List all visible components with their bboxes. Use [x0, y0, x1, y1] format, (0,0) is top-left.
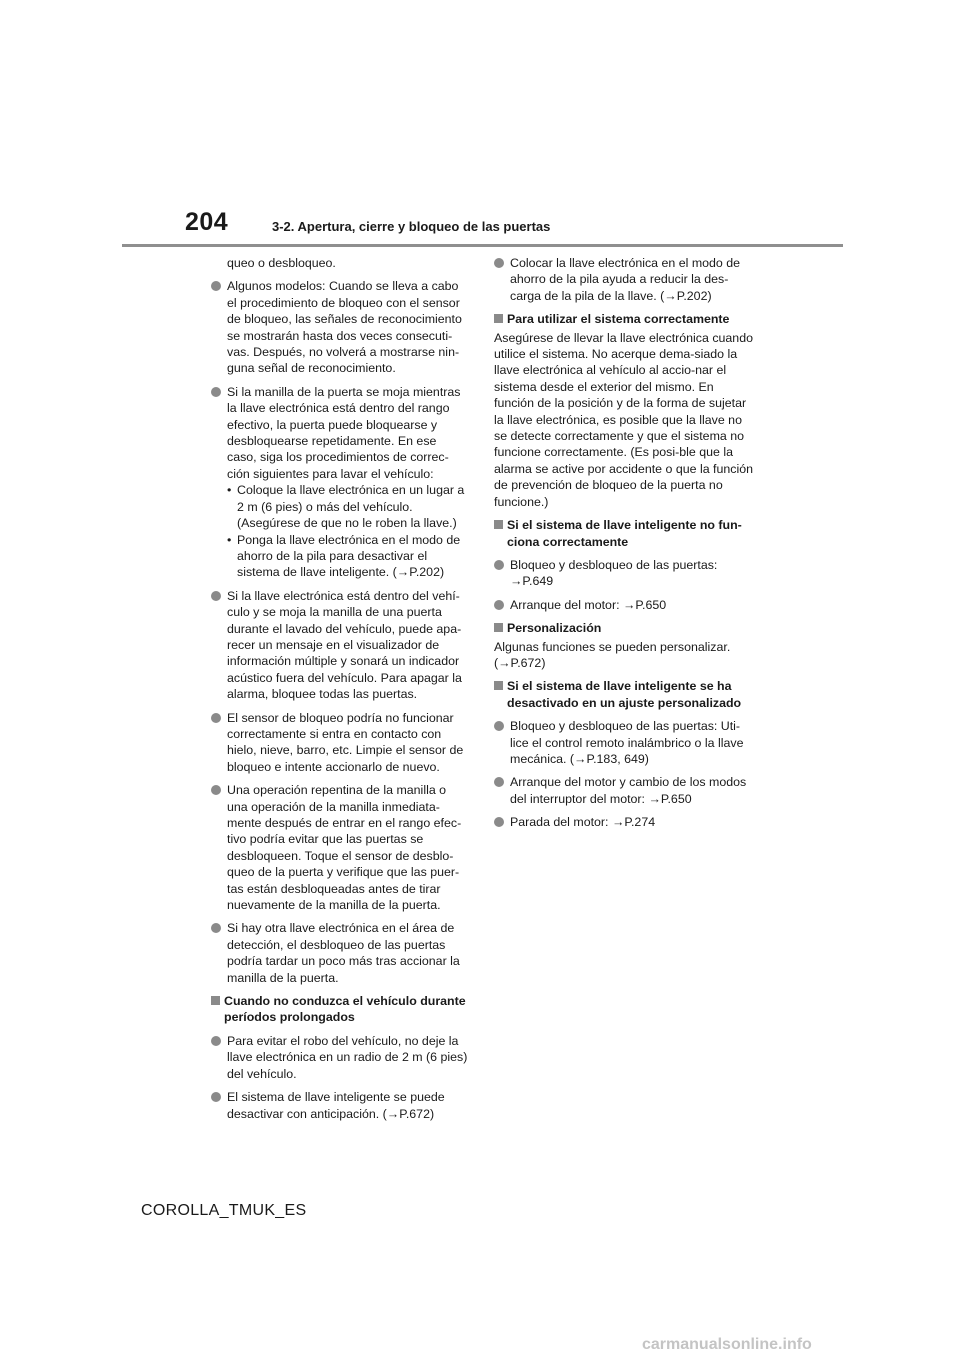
- bullet-text: Bloqueo y desbloqueo de las puertas:: [510, 557, 718, 572]
- paragraph: [494, 639, 754, 672]
- page-reference-link[interactable]: →P.672: [386, 1106, 430, 1121]
- bullet-text: Si la llave electrónica está dentro del vehí-culo y se moja la manilla de una puerta durante el lavado del vehículo, puede apa-recer un mensaje en el visualizador de información múltiple y sonará un indicador acústico fuera del vehículo. Para apagar la alarma, bloquee todas las puertas.: [227, 588, 462, 702]
- bullet-dot-icon: [494, 777, 504, 787]
- page-reference-link[interactable]: →P.202: [396, 565, 440, 580]
- heading-text: Para utilizar el sistema correctamente: [507, 312, 730, 327]
- bullet-text: Si la manilla de la puerta se moja mientras la llave electrónica está dentro del rango efectivo, la puerta puede bloquearse y desbloquearse repetidamente. En ese caso, siga los procedimientos de correc-ción siguientes para lavar el vehículo:: [227, 384, 461, 481]
- bullet-text: Arranque del motor y cambio de los modos del interruptor del motor:: [510, 775, 747, 806]
- section-heading: [494, 678, 754, 711]
- bullet-dot-icon: [211, 785, 221, 795]
- page-reference-link[interactable]: →P.274: [611, 815, 656, 830]
- bullet-dot-icon: [211, 713, 221, 723]
- bullet-dot-icon: [494, 600, 504, 610]
- square-bullet-icon: [494, 314, 503, 323]
- sub-item: [227, 482, 469, 531]
- bullet-item: [211, 920, 469, 986]
- bullet-dot-icon: [211, 387, 221, 397]
- bullet-item: [211, 278, 469, 376]
- page-reference-link[interactable]: →P.650: [648, 791, 692, 806]
- bullet-text: Colocar la llave electrónica en el modo de ahorro de la pila ayuda a reducir la des-carga de la pila de la llave. (: [510, 256, 741, 303]
- bullet-dot-icon: [211, 1036, 221, 1046]
- paragraph: Asegúrese de llevar la llave electrónica cuando utilice el sistema. No acerque dema-siado la llave electrónica al vehículo al accio-nar el sistema desde el exterior del mismo. En función de la posición y de la forma de sujetar la llave electrónica, es posible que la llave no se detecte correctamente y que el sistema no funcione correctamente. (Es posi-ble que la alarma se active por accidente o que la función de prevención de bloqueo de la puerta no funcione.): [494, 330, 753, 509]
- bullet-text: El sistema de llave inteligente se puede desactivar con anticipación. (: [227, 1090, 445, 1121]
- bullet-dot-icon: [211, 281, 221, 291]
- bullet-item: [494, 255, 754, 304]
- page-number: 204: [185, 208, 229, 236]
- sub-text: Ponga la llave electrónica en el modo de ahorro de la pila para desactivar el sistema de llave inteligente. (: [237, 532, 461, 580]
- heading-text: Cuando no conduzca el vehículo durante períodos prolongados: [224, 994, 466, 1025]
- heading-text: Si el sistema de llave inteligente se ha desactivado en un ajuste personalizado: [507, 679, 742, 710]
- bullet-dot-icon: [494, 560, 504, 570]
- page-reference-link[interactable]: →P.650: [622, 597, 667, 612]
- page-reference-link[interactable]: →P.672: [498, 655, 542, 670]
- sub-text: Coloque la llave electrónica en un lugar a 2 m (6 pies) o más del vehículo. (Asegúrese de que no le roben la llave.): [237, 483, 465, 531]
- bullet-item: [494, 597, 754, 613]
- ref-close: ): [429, 1106, 435, 1121]
- sub-item: [227, 532, 469, 581]
- square-bullet-icon: [211, 996, 220, 1005]
- sub-bullet-icon: •: [227, 532, 232, 547]
- bullet-item: [494, 814, 754, 830]
- sub-bullet-icon: •: [227, 483, 232, 498]
- heading-text: Personalización: [507, 621, 602, 636]
- bullet-text: Bloqueo y desbloqueo de las puertas: Uti-lice el control remoto inalámbrico o la llave mecánica. (: [510, 719, 744, 766]
- bullet-text: Algunos modelos: Cuando se lleva a cabo el procedimiento de bloqueo con el sensor de bloqueo, las señales de reconocimiento se mostrarán hasta dos veces consecuti-vas. Después, no volverá a mostrarse nin-guna señal de reconocimiento.: [227, 279, 462, 376]
- right-column: [494, 255, 754, 838]
- bullet-dot-icon: [494, 258, 504, 268]
- paragraph-text: Algunas funciones se pueden personalizar. (: [494, 639, 731, 670]
- document-code: COROLLA_TMUK_ES: [141, 1202, 307, 1219]
- section-heading: [494, 620, 754, 636]
- square-bullet-icon: [494, 681, 503, 690]
- continued-text: queo o desbloqueo.: [227, 256, 336, 270]
- bullet-item: [211, 710, 469, 776]
- bullet-text: Para evitar el robo del vehículo, no deje la llave electrónica en un radio de 2 m (6 pies) del vehículo.: [227, 1033, 468, 1081]
- bullet-dot-icon: [211, 1092, 221, 1102]
- section-title: 3-2. Apertura, cierre y bloqueo de las puertas: [272, 219, 551, 234]
- bullet-text: Parada del motor:: [510, 815, 612, 830]
- page-reference-link[interactable]: →P.649: [510, 574, 554, 589]
- page-reference-link[interactable]: →P.183: [574, 751, 618, 766]
- heading-text: Si el sistema de llave inteligente no fun-ciona correctamente: [507, 518, 742, 549]
- square-bullet-icon: [494, 520, 503, 529]
- bullet-text: El sensor de bloqueo podría no funcionar correctamente si entra en contacto con hielo, nieve, barro, etc. Limpie el sensor de bloqueo e intente accionarlo de nuevo.: [227, 710, 464, 774]
- bullet-item: [211, 384, 469, 581]
- header-rule: [122, 244, 843, 247]
- bullet-item: [211, 782, 469, 913]
- bullet-text: Arranque del motor:: [510, 597, 623, 612]
- bullet-dot-icon: [211, 923, 221, 933]
- section-heading: [494, 311, 754, 327]
- bullet-dot-icon: [494, 721, 504, 731]
- section-heading: [211, 993, 469, 1026]
- section-heading: [494, 517, 754, 550]
- bullet-text: Una operación repentina de la manilla o una operación de la manilla inmediata-mente después de entrar en el rango efec-tivo podría evitar que las puertas se desbloqueen. Toque el sensor de desblo-queo de la puerta y verifique que las puer-tas están desbloqueadas antes de tirar nuevamente de la manilla de la puerta.: [227, 783, 462, 913]
- watermark[interactable]: carmanualsonline.info: [642, 1336, 812, 1353]
- bullet-dot-icon: [494, 817, 504, 827]
- ref-close: ): [541, 655, 546, 670]
- bullet-item: [211, 1089, 469, 1122]
- bullet-text: Si hay otra llave electrónica en el área de detección, el desbloqueo de las puertas podría tardar un poco más tras accionar la manilla de la puerta.: [227, 921, 460, 985]
- ref-close: ): [707, 288, 712, 303]
- ref-close: , 649): [617, 751, 649, 766]
- ref-close: ): [439, 565, 445, 580]
- left-column: [211, 255, 469, 1129]
- bullet-item: [211, 588, 469, 703]
- bullet-item: [494, 774, 754, 807]
- bullet-item: [494, 718, 754, 767]
- bullet-dot-icon: [211, 591, 221, 601]
- bullet-item: [211, 1033, 469, 1082]
- page-reference-link[interactable]: →P.202: [664, 288, 708, 303]
- bullet-item: [494, 557, 754, 590]
- square-bullet-icon: [494, 623, 503, 632]
